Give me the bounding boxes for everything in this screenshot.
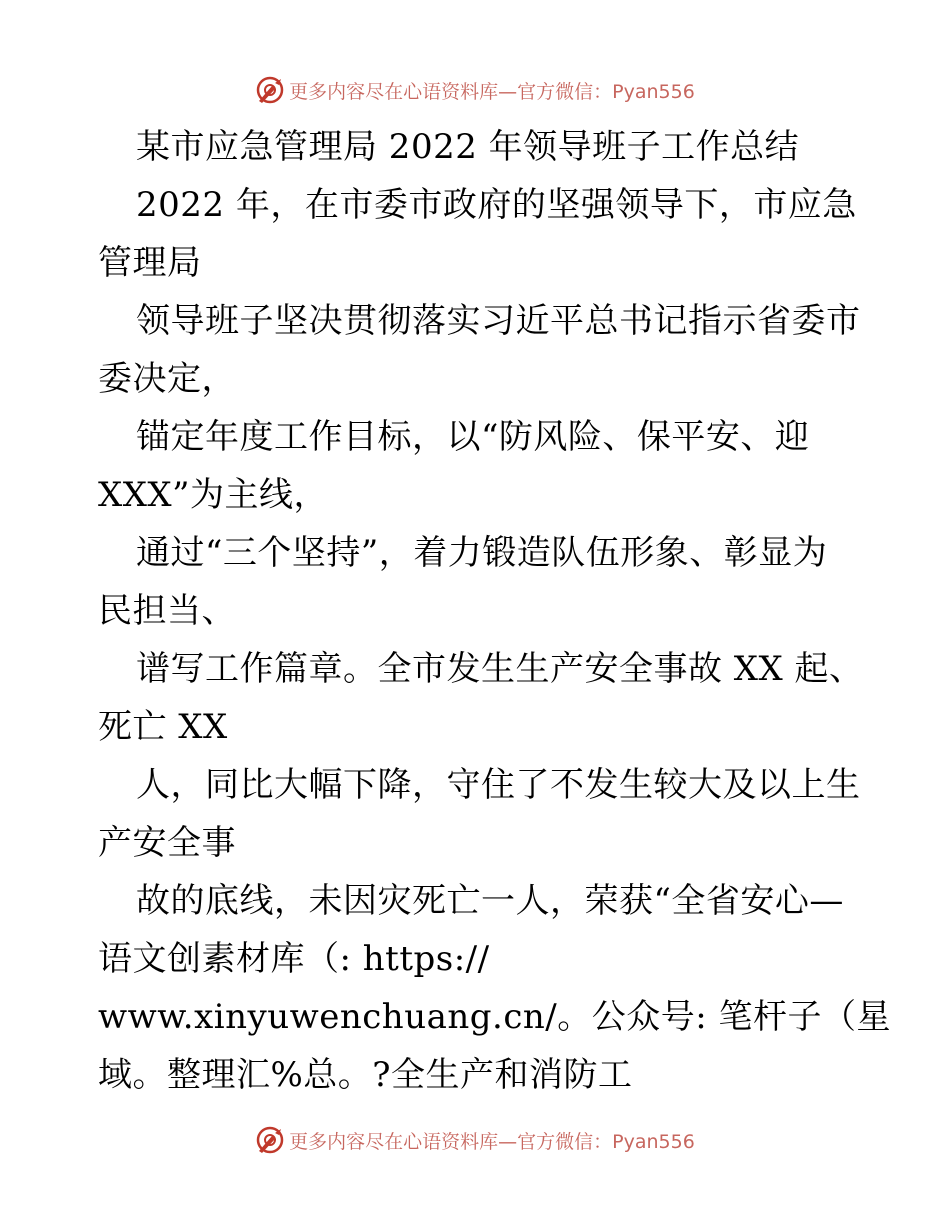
text-line: 锚定年度工作目标，以“防风险、保平安、迎 <box>136 417 810 457</box>
pen-logo-icon <box>255 1125 285 1155</box>
pen-logo-icon <box>255 75 285 105</box>
header-watermark-text: 更多内容尽在心语资料库—官方微信：Pyan556 <box>289 80 695 103</box>
text-line: 人，同比大幅下降，守住了不发生较大及以上生 <box>136 765 861 805</box>
text-line: 管理局 <box>98 243 202 283</box>
footer-watermark-text: 更多内容尽在心语资料库—官方微信：Pyan556 <box>289 1130 695 1153</box>
text-line: 故的底线，未因灾死亡一人，荣获“全省安心— <box>136 881 844 921</box>
text-line: www.xinyuwenchuang.cn/。公众号: 笔杆子（星 <box>98 997 891 1037</box>
text-line: 通过“三个坚持”，着力锻造队伍形象、彰显为 <box>136 533 828 573</box>
text-line: 域。整理汇%总。?全生产和消防工 <box>98 1055 633 1095</box>
text-line: 某市应急管理局 2022 年领导班子工作总结 <box>136 127 800 167</box>
text-line: 语文创素材库（: https:// <box>98 939 490 979</box>
footer-watermark-banner <box>0 1120 950 1160</box>
text-line: 委决定， <box>98 359 236 399</box>
text-line: 领导班子坚决贯彻落实习近平总书记指示省委市 <box>136 301 861 341</box>
document-body <box>98 118 891 1104</box>
text-line: 谱写工作篇章。全市发生生产安全事故 XX 起、 <box>136 649 864 689</box>
text-line: 2022 年，在市委市政府的坚强领导下，市应急 <box>136 185 857 225</box>
text-line: 产安全事 <box>98 823 236 863</box>
text-line: 死亡 XX <box>98 707 228 747</box>
text-line: 民担当、 <box>98 591 236 631</box>
header-watermark-banner <box>0 70 950 110</box>
text-line: XXX”为主线， <box>98 475 328 515</box>
